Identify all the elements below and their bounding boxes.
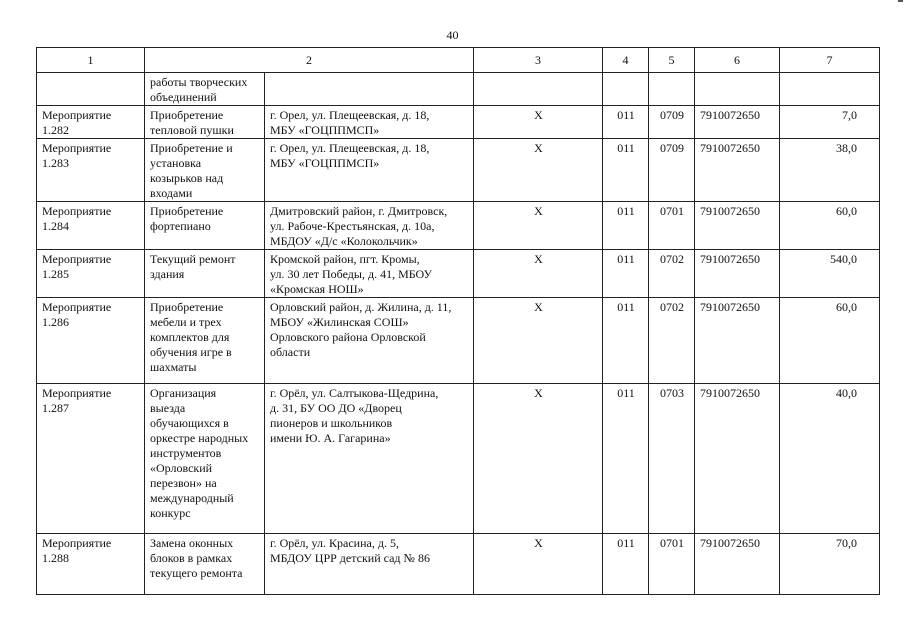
header-cell-2: 2 bbox=[145, 48, 474, 73]
page-number: 40 bbox=[446, 28, 459, 42]
row-address-cell bbox=[265, 73, 474, 106]
row-mark-cell: Х bbox=[474, 202, 603, 250]
header-cell-4: 4 bbox=[603, 48, 649, 73]
row-mark-cell: Х bbox=[474, 250, 603, 298]
row-name-cell: Текущий ремонт здания bbox=[145, 250, 265, 298]
row-mark-cell: Х bbox=[474, 384, 603, 534]
row-code5-cell: 0701 bbox=[649, 202, 695, 250]
row-address-cell: г. Орел, ул. Плещеевская, д. 18, МБУ «ГОЦППМСП» bbox=[265, 106, 474, 139]
row-code4-cell: 011 bbox=[603, 384, 649, 534]
row-name-cell: Замена оконных блоков в рамках текущего ремонта bbox=[145, 534, 265, 595]
row-code4-cell: 011 bbox=[603, 139, 649, 202]
header-cell-3: 3 bbox=[474, 48, 603, 73]
row-id-cell: Мероприятие 1.283 bbox=[37, 139, 145, 202]
table-row bbox=[37, 534, 880, 595]
row-id-cell: Мероприятие 1.285 bbox=[37, 250, 145, 298]
row-name-cell: Организация выезда обучающихся в оркестре народных инструментов «Орловский перезвон» на международный конкурс bbox=[145, 384, 265, 534]
row-id-cell: Мероприятие 1.288 bbox=[37, 534, 145, 595]
row-name-cell: работы творческих объединений bbox=[145, 73, 265, 106]
table-row bbox=[37, 106, 880, 139]
row-code5-cell: 0702 bbox=[649, 250, 695, 298]
data-table bbox=[36, 47, 880, 595]
row-address-cell: Орловский район, д. Жилина, д. 11, МБОУ «Жилинская СОШ» Орловского района Орловской области bbox=[265, 298, 474, 384]
row-id-cell: Мероприятие 1.284 bbox=[37, 202, 145, 250]
header-cell-1: 1 bbox=[37, 48, 145, 73]
row-code4-cell: 011 bbox=[603, 534, 649, 595]
row-address-cell: Дмитровский район, г. Дмитровск, ул. Рабоче-Крестьянская, д. 10а, МБДОУ «Д/с «Колокольчик» bbox=[265, 202, 474, 250]
row-code4-cell: 011 bbox=[603, 250, 649, 298]
header-cell-6: 6 bbox=[695, 48, 780, 73]
row-address-cell: г. Орёл, ул. Красина, д. 5, МБДОУ ЦРР детский сад № 86 bbox=[265, 534, 474, 595]
table-row bbox=[37, 202, 880, 250]
row-code6-cell: 7910072650 bbox=[695, 139, 780, 202]
row-address-cell: г. Орёл, ул. Салтыкова-Щедрина, д. 31, БУ ОО ДО «Дворец пионеров и школьников имени Ю. А. Гагарина» bbox=[265, 384, 474, 534]
table-row bbox=[37, 139, 880, 202]
row-id-cell: Мероприятие 1.287 bbox=[37, 384, 145, 534]
row-code6-cell: 7910072650 bbox=[695, 106, 780, 139]
row-mark-cell: Х bbox=[474, 534, 603, 595]
row-code6-cell: 7910072650 bbox=[695, 202, 780, 250]
row-code5-cell: 0709 bbox=[649, 106, 695, 139]
row-code4-cell: 011 bbox=[603, 106, 649, 139]
header-cell-5: 5 bbox=[649, 48, 695, 73]
header-cell-7: 7 bbox=[780, 48, 880, 73]
row-id-cell bbox=[37, 73, 145, 106]
row-id-cell: Мероприятие 1.286 bbox=[37, 298, 145, 384]
table-row bbox=[37, 384, 880, 534]
row-code6-cell: 7910072650 bbox=[695, 298, 780, 384]
row-name-cell: Приобретение мебели и трех комплектов для обучения игре в шахматы bbox=[145, 298, 265, 384]
row-address-cell: Кромской район, пгт. Кромы, ул. 30 лет Победы, д. 41, МБОУ «Кромская НОШ» bbox=[265, 250, 474, 298]
row-amount-cell: 40,0 bbox=[780, 384, 880, 534]
table-row bbox=[37, 250, 880, 298]
row-code5-cell bbox=[649, 73, 695, 106]
row-amount-cell: 38,0 bbox=[780, 139, 880, 202]
row-mark-cell: Х bbox=[474, 106, 603, 139]
row-address-cell: г. Орел, ул. Плещеевская, д. 18, МБУ «ГОЦППМСП» bbox=[265, 139, 474, 202]
table-row bbox=[37, 73, 880, 106]
row-amount-cell: 7,0 bbox=[780, 106, 880, 139]
row-id-cell: Мероприятие 1.282 bbox=[37, 106, 145, 139]
row-amount-cell: 60,0 bbox=[780, 298, 880, 384]
header-row bbox=[37, 48, 880, 73]
row-amount-cell: 60,0 bbox=[780, 202, 880, 250]
row-code4-cell: 011 bbox=[603, 298, 649, 384]
row-code4-cell: 011 bbox=[603, 202, 649, 250]
row-mark-cell bbox=[474, 73, 603, 106]
row-code6-cell: 7910072650 bbox=[695, 384, 780, 534]
row-code5-cell: 0702 bbox=[649, 298, 695, 384]
row-amount-cell: 540,0 bbox=[780, 250, 880, 298]
table-row bbox=[37, 298, 880, 384]
row-code6-cell bbox=[695, 73, 780, 106]
row-code5-cell: 0703 bbox=[649, 384, 695, 534]
row-name-cell: Приобретение и установка козырьков над входами bbox=[145, 139, 265, 202]
row-amount-cell bbox=[780, 73, 880, 106]
row-code6-cell: 7910072650 bbox=[695, 534, 780, 595]
row-code5-cell: 0709 bbox=[649, 139, 695, 202]
row-code4-cell bbox=[603, 73, 649, 106]
row-mark-cell: Х bbox=[474, 139, 603, 202]
corner-mark bbox=[898, 0, 903, 2]
row-name-cell: Приобретение фортепиано bbox=[145, 202, 265, 250]
row-code6-cell: 7910072650 bbox=[695, 250, 780, 298]
row-mark-cell: Х bbox=[474, 298, 603, 384]
row-amount-cell: 70,0 bbox=[780, 534, 880, 595]
row-name-cell: Приобретение тепловой пушки bbox=[145, 106, 265, 139]
row-code5-cell: 0701 bbox=[649, 534, 695, 595]
